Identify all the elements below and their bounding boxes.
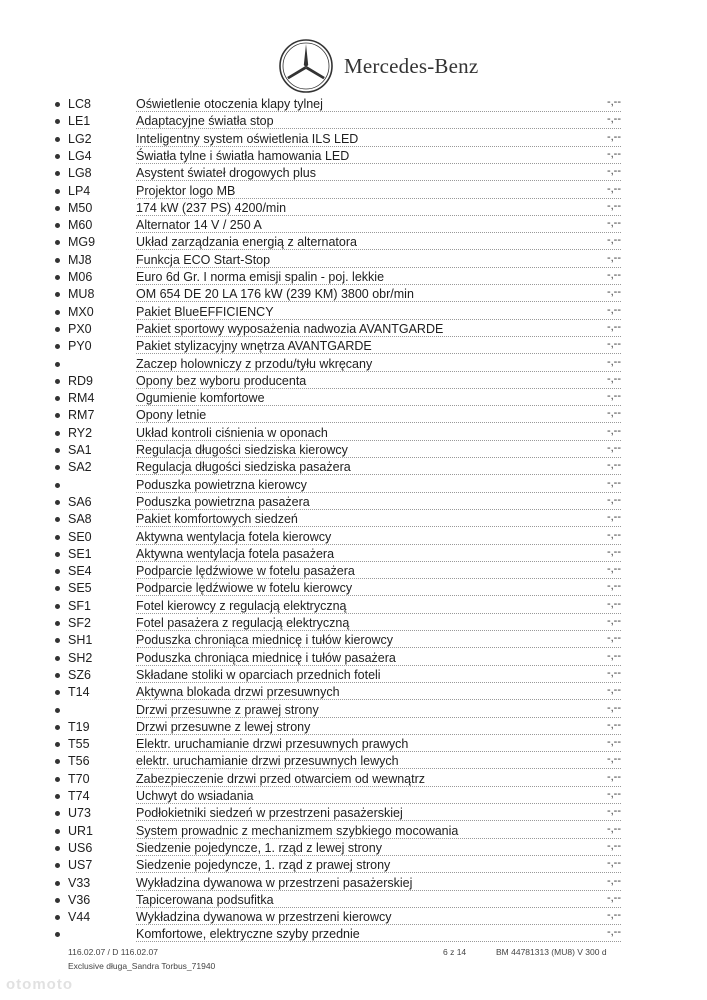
option-code: US6: [68, 840, 93, 855]
dotted-leader: [136, 665, 621, 666]
bullet-mark-icon: [55, 517, 60, 522]
bullet-mark-icon: [55, 189, 60, 194]
dotted-leader: [136, 561, 621, 562]
option-row: [0, 684, 707, 701]
option-price: -,--: [606, 269, 621, 281]
bullet-mark-icon: [55, 656, 60, 661]
option-description: Opony letnie: [136, 408, 207, 423]
bullet-mark-icon: [55, 483, 60, 488]
dotted-leader: [136, 492, 621, 493]
option-code: PX0: [68, 321, 92, 336]
option-code: LG2: [68, 131, 92, 146]
bullet-mark-icon: [55, 794, 60, 799]
bullet-mark-icon: [55, 171, 60, 176]
dotted-leader: [136, 717, 621, 718]
option-row: [0, 321, 707, 338]
dotted-leader: [136, 924, 621, 925]
option-code: MJ8: [68, 252, 92, 267]
option-description: Pakiet BlueEFFICIENCY: [136, 304, 274, 319]
dotted-leader: [136, 613, 621, 614]
bullet-mark-icon: [55, 829, 60, 834]
bullet-mark-icon: [55, 552, 60, 557]
option-description: Pakiet stylizacyjny wnętrza AVANTGARDE: [136, 339, 372, 354]
option-code: T70: [68, 771, 90, 786]
dotted-leader: [136, 301, 621, 302]
option-row: [0, 840, 707, 857]
option-price: -,--: [606, 874, 621, 887]
option-price: -,--: [606, 165, 621, 178]
bullet-mark-icon: [55, 310, 60, 315]
option-description: Tapicerowana podsufitka: [136, 892, 274, 907]
bullet-mark-icon: [55, 500, 60, 505]
option-price: -,--: [606, 632, 621, 645]
bullet-mark-icon: [55, 154, 60, 159]
bullet-mark-icon: [55, 811, 60, 816]
option-price: -,--: [606, 753, 621, 766]
option-code: SE4: [68, 564, 92, 579]
option-description: Aktywna wentylacja fotela pasażera: [136, 546, 335, 561]
bullet-mark-icon: [55, 327, 60, 332]
option-description: Asystent świateł drogowych plus: [136, 166, 316, 181]
dotted-leader: [136, 734, 621, 735]
option-code: SA8: [68, 512, 92, 527]
bullet-mark-icon: [55, 344, 60, 349]
dotted-leader: [136, 820, 621, 821]
option-code: U73: [68, 806, 91, 821]
option-price: -,--: [606, 286, 621, 299]
option-row: [0, 234, 707, 251]
option-code: LP4: [68, 183, 91, 198]
option-row: [0, 892, 707, 909]
option-price: -,--: [606, 511, 621, 524]
option-code: RM4: [68, 391, 95, 406]
option-description: Projektor logo MB: [136, 183, 236, 198]
bullet-mark-icon: [55, 431, 60, 436]
option-row: [0, 563, 707, 580]
bullet-mark-icon: [55, 362, 60, 367]
dotted-leader: [136, 803, 621, 804]
option-price: -,--: [606, 217, 621, 230]
option-description: Funkcja ECO Start-Stop: [136, 252, 271, 267]
dotted-leader: [136, 284, 621, 285]
option-price: -,--: [606, 684, 621, 697]
option-description: Światła tylne i światła hamowania LED: [136, 148, 350, 163]
option-price: -,--: [606, 597, 621, 610]
bullet-mark-icon: [55, 396, 60, 401]
option-description: Aktywna wentylacja fotela kierowcy: [136, 529, 332, 544]
option-price: -,--: [606, 407, 621, 420]
option-row: [0, 304, 707, 321]
option-row: [0, 857, 707, 874]
option-price: -,--: [606, 234, 621, 247]
option-code: T55: [68, 737, 90, 752]
option-price: -,--: [606, 390, 621, 403]
bullet-mark-icon: [55, 708, 60, 713]
dotted-leader: [136, 682, 621, 683]
option-description: Regulacja długości siedziska pasażera: [136, 460, 351, 475]
dotted-leader: [136, 941, 621, 942]
bullet-mark-icon: [55, 777, 60, 782]
option-row: [0, 269, 707, 286]
option-price: -,--: [606, 355, 621, 368]
option-row: [0, 200, 707, 217]
bullet-mark-icon: [55, 465, 60, 470]
option-row: [0, 113, 707, 130]
option-description: Aktywna blokada drzwi przesuwnych: [136, 685, 340, 700]
option-price: -,--: [606, 736, 621, 749]
option-description: Fotel pasażera z regulacją elektryczną: [136, 616, 350, 630]
option-price: -,--: [606, 459, 621, 472]
dotted-leader: [136, 630, 621, 631]
dotted-leader: [136, 146, 621, 147]
option-description: Inteligentny system oświetlenia ILS LED: [136, 131, 359, 146]
dotted-leader: [136, 509, 621, 510]
mercedes-star-icon: [276, 36, 336, 96]
option-price: -,--: [606, 822, 621, 835]
option-description: Adaptacyjne światła stop: [136, 114, 274, 129]
option-price: -,--: [606, 320, 621, 333]
bullet-mark-icon: [55, 742, 60, 747]
bullet-mark-icon: [55, 413, 60, 418]
option-price: -,--: [606, 424, 621, 437]
option-description: Podparcie lędźwiowe w fotelu kierowcy: [136, 581, 353, 596]
bullet-mark-icon: [55, 258, 60, 263]
option-row: [0, 736, 707, 753]
option-price: -,--: [606, 476, 621, 489]
option-description: elektr. uruchamianie drzwi przesuwnych lewych: [136, 754, 399, 769]
dotted-leader: [136, 267, 621, 268]
option-row: [0, 511, 707, 528]
option-description: Układ kontroli ciśnienia w oponach: [136, 425, 328, 440]
option-code: MU8: [68, 287, 95, 302]
option-row: [0, 598, 707, 615]
option-row: [0, 546, 707, 563]
option-description: Uchwyt do wsiadania: [136, 789, 254, 803]
option-row: [0, 252, 707, 269]
option-code: MX0: [68, 304, 94, 319]
dotted-leader: [136, 111, 621, 112]
bullet-mark-icon: [55, 240, 60, 245]
option-description: Euro 6d Gr. I norma emisji spalin - poj. lekkie: [136, 270, 385, 284]
brand-name: Mercedes-Benz: [344, 54, 479, 78]
option-row: [0, 477, 707, 494]
option-price: -,--: [606, 615, 621, 627]
option-row: [0, 96, 707, 113]
bullet-mark-icon: [55, 586, 60, 591]
option-row: [0, 407, 707, 424]
option-row: [0, 926, 707, 943]
dotted-leader: [136, 353, 621, 354]
bullet-mark-icon: [55, 137, 60, 142]
option-price: -,--: [606, 545, 621, 558]
option-code: SE5: [68, 581, 92, 596]
bullet-mark-icon: [55, 638, 60, 643]
watermark: otomoto: [6, 976, 73, 993]
bullet-mark-icon: [55, 206, 60, 211]
dotted-leader: [136, 440, 621, 441]
bullet-mark-icon: [55, 759, 60, 764]
option-row: [0, 702, 707, 719]
option-description: OM 654 DE 20 LA 176 kW (239 KM) 3800 obr/min: [136, 287, 414, 302]
option-row: [0, 615, 707, 632]
bullet-mark-icon: [55, 102, 60, 107]
option-code: T74: [68, 789, 90, 803]
dotted-leader: [136, 786, 621, 787]
option-price: -,--: [606, 701, 621, 714]
option-row: [0, 529, 707, 546]
option-row: [0, 719, 707, 736]
option-description: Siedzenie pojedyncze, 1. rząd z prawej strony: [136, 858, 391, 873]
option-row: [0, 823, 707, 840]
bullet-mark-icon: [55, 915, 60, 920]
option-row: [0, 494, 707, 511]
dotted-leader: [136, 215, 621, 216]
option-row: [0, 650, 707, 667]
option-code: SF1: [68, 598, 91, 613]
option-code: M50: [68, 200, 93, 215]
bullet-mark-icon: [55, 846, 60, 851]
bullet-mark-icon: [55, 379, 60, 384]
bullet-mark-icon: [55, 673, 60, 678]
bullet-mark-icon: [55, 932, 60, 937]
dotted-leader: [136, 198, 621, 199]
bullet-mark-icon: [55, 863, 60, 868]
page-footer: [0, 947, 707, 987]
option-price: -,--: [606, 199, 621, 212]
option-description: System prowadnic z mechanizmem szybkiego mocowania: [136, 823, 459, 838]
option-code: RM7: [68, 408, 95, 423]
option-row: [0, 667, 707, 684]
option-description: Składane stoliki w oparciach przednich foteli: [136, 667, 381, 682]
bullet-mark-icon: [55, 569, 60, 574]
option-description: Poduszka powietrzna kierowcy: [136, 477, 307, 492]
bullet-mark-icon: [55, 292, 60, 297]
bullet-mark-icon: [55, 621, 60, 626]
option-price: -,--: [606, 113, 621, 126]
option-code: LG4: [68, 148, 92, 163]
option-code: V36: [68, 892, 91, 907]
option-price: -,--: [606, 251, 621, 264]
option-row: [0, 217, 707, 234]
dotted-leader: [136, 422, 621, 423]
option-description: Pakiet komfortowych siedzeń: [136, 512, 298, 527]
option-row: [0, 632, 707, 649]
option-price: -,--: [606, 839, 621, 852]
option-price: -,--: [606, 563, 621, 576]
dotted-leader: [136, 872, 621, 873]
bullet-mark-icon: [55, 725, 60, 730]
option-price: -,--: [606, 649, 621, 662]
option-row: [0, 165, 707, 182]
dotted-leader: [136, 336, 621, 337]
option-price: -,--: [606, 891, 621, 904]
dotted-leader: [136, 838, 621, 839]
option-price: -,--: [606, 788, 621, 800]
option-row: [0, 356, 707, 373]
option-row: [0, 183, 707, 200]
option-price: -,--: [606, 372, 621, 385]
option-description: Poduszka powietrzna pasażera: [136, 494, 310, 509]
option-code: RY2: [68, 425, 93, 440]
option-price: -,--: [606, 666, 621, 679]
option-description: Ogumienie komfortowe: [136, 391, 265, 406]
option-code: SE0: [68, 529, 92, 544]
option-row: [0, 909, 707, 926]
option-code: SZ6: [68, 667, 91, 682]
option-code: LE1: [68, 114, 91, 129]
dotted-leader: [136, 180, 621, 181]
option-row: [0, 788, 707, 805]
option-row: [0, 131, 707, 148]
option-price: -,--: [606, 303, 621, 316]
option-row: [0, 338, 707, 355]
option-description: Oświetlenie otoczenia klapy tylnej: [136, 97, 323, 111]
option-code: SH2: [68, 650, 93, 665]
bullet-mark-icon: [55, 881, 60, 886]
option-price: -,--: [606, 147, 621, 160]
option-description: Alternator 14 V / 250 A: [136, 218, 262, 233]
option-price: -,--: [606, 718, 621, 731]
option-code: SF2: [68, 616, 91, 630]
bullet-mark-icon: [55, 275, 60, 280]
option-price: -,--: [606, 857, 621, 870]
bullet-mark-icon: [55, 223, 60, 228]
footer-model-code: 116.02.07 / D 116.02.07: [68, 947, 158, 957]
bullet-mark-icon: [55, 604, 60, 609]
option-code: RD9: [68, 373, 94, 388]
option-description: Wykładzina dywanowa w przestrzeni pasażerskiej: [136, 875, 413, 890]
dotted-leader: [136, 595, 621, 596]
dotted-leader: [136, 699, 621, 700]
option-price: -,--: [606, 182, 621, 195]
option-code: LC8: [68, 97, 91, 111]
dotted-leader: [136, 855, 621, 856]
option-row: [0, 425, 707, 442]
option-description: Układ zarządzania energią z alternatora: [136, 235, 357, 250]
option-price: -,--: [606, 493, 621, 506]
option-code: PY0: [68, 339, 92, 354]
option-row: [0, 390, 707, 407]
option-code: T56: [68, 754, 90, 769]
dotted-leader: [136, 457, 621, 458]
footer-offer-name: Exclusive długa_Sandra Torbus_71940: [68, 961, 216, 971]
dotted-leader: [136, 371, 621, 372]
dotted-leader: [136, 768, 621, 769]
bullet-mark-icon: [55, 535, 60, 540]
option-code: SA6: [68, 494, 92, 509]
option-description: Regulacja długości siedziska kierowcy: [136, 443, 348, 457]
option-row: [0, 148, 707, 165]
option-price: -,--: [606, 909, 621, 922]
option-description: Fotel kierowcy z regulacją elektryczną: [136, 598, 347, 613]
dotted-leader: [136, 249, 621, 250]
option-code: M60: [68, 218, 93, 233]
footer-page-number: 6 z 14: [443, 947, 467, 957]
dotted-leader: [136, 474, 621, 475]
option-description: Podparcie lędźwiowe w fotelu pasażera: [136, 564, 355, 579]
option-description: Elektr. uruchamianie drzwi przesuwnych prawych: [136, 737, 409, 752]
dotted-leader: [136, 319, 621, 320]
option-code: V44: [68, 910, 91, 925]
option-row: [0, 580, 707, 597]
option-description: Opony bez wyboru producenta: [136, 373, 307, 388]
bullet-mark-icon: [55, 690, 60, 695]
dotted-leader: [136, 751, 621, 752]
dotted-leader: [136, 526, 621, 527]
option-code: SA1: [68, 443, 92, 457]
option-price: -,--: [606, 926, 621, 939]
option-row: [0, 805, 707, 822]
dotted-leader: [136, 544, 621, 545]
option-description: Zabezpieczenie drzwi przed otwarciem od wewnątrz: [136, 771, 426, 786]
option-price: -,--: [606, 528, 621, 541]
option-description: Poduszka chroniąca miednicę i tułów kierowcy: [136, 633, 394, 648]
option-row: [0, 442, 707, 459]
option-code: US7: [68, 858, 93, 873]
option-description: Siedzenie pojedyncze, 1. rząd z lewej strony: [136, 840, 382, 855]
dotted-leader: [136, 232, 621, 233]
option-row: [0, 373, 707, 390]
bullet-mark-icon: [55, 448, 60, 453]
option-code: M06: [68, 270, 93, 284]
option-price: -,--: [606, 805, 621, 818]
option-price: -,--: [606, 770, 621, 783]
option-description: Drzwi przesuwne z prawej strony: [136, 702, 319, 717]
option-row: [0, 753, 707, 770]
option-description: Wykładzina dywanowa w przestrzeni kierowcy: [136, 910, 392, 925]
option-row: [0, 286, 707, 303]
option-row: [0, 771, 707, 788]
option-code: SH1: [68, 633, 93, 648]
option-description: Komfortowe, elektryczne szyby przednie: [136, 927, 360, 942]
option-row: [0, 875, 707, 892]
option-code: T14: [68, 685, 90, 700]
option-description: Podłokietniki siedzeń w przestrzeni pasażerskiej: [136, 806, 403, 821]
option-description: Zaczep holowniczy z przodu/tyłu wkręcany: [136, 356, 373, 371]
option-price: -,--: [606, 580, 621, 593]
brand-header: [276, 36, 696, 96]
dotted-leader: [136, 388, 621, 389]
option-price: -,--: [606, 338, 621, 351]
option-description: Pakiet sportowy wyposażenia nadwozia AVANTGARDE: [136, 321, 444, 336]
dotted-leader: [136, 578, 621, 579]
option-description: 174 kW (237 PS) 4200/min: [136, 200, 287, 215]
dotted-leader: [136, 890, 621, 891]
footer-reference: BM 44781313 (MU8) V 300 d: [496, 947, 607, 957]
dotted-leader: [136, 163, 621, 164]
option-description: Drzwi przesuwne z lewej strony: [136, 719, 311, 734]
dotted-leader: [136, 128, 621, 129]
option-description: Poduszka chroniąca miednicę i tułów pasażera: [136, 650, 396, 665]
dotted-leader: [136, 405, 621, 406]
option-code: LG8: [68, 166, 92, 181]
option-code: SA2: [68, 460, 92, 475]
bullet-mark-icon: [55, 898, 60, 903]
option-row: [0, 459, 707, 476]
option-code: MG9: [68, 235, 96, 250]
option-price: -,--: [606, 96, 621, 108]
option-code: UR1: [68, 823, 94, 838]
bullet-mark-icon: [55, 119, 60, 124]
option-price: -,--: [606, 130, 621, 143]
option-code: V33: [68, 875, 91, 890]
dotted-leader: [136, 647, 621, 648]
option-code: SE1: [68, 546, 92, 561]
option-code: T19: [68, 719, 90, 734]
dotted-leader: [136, 907, 621, 908]
option-price: -,--: [606, 442, 621, 454]
